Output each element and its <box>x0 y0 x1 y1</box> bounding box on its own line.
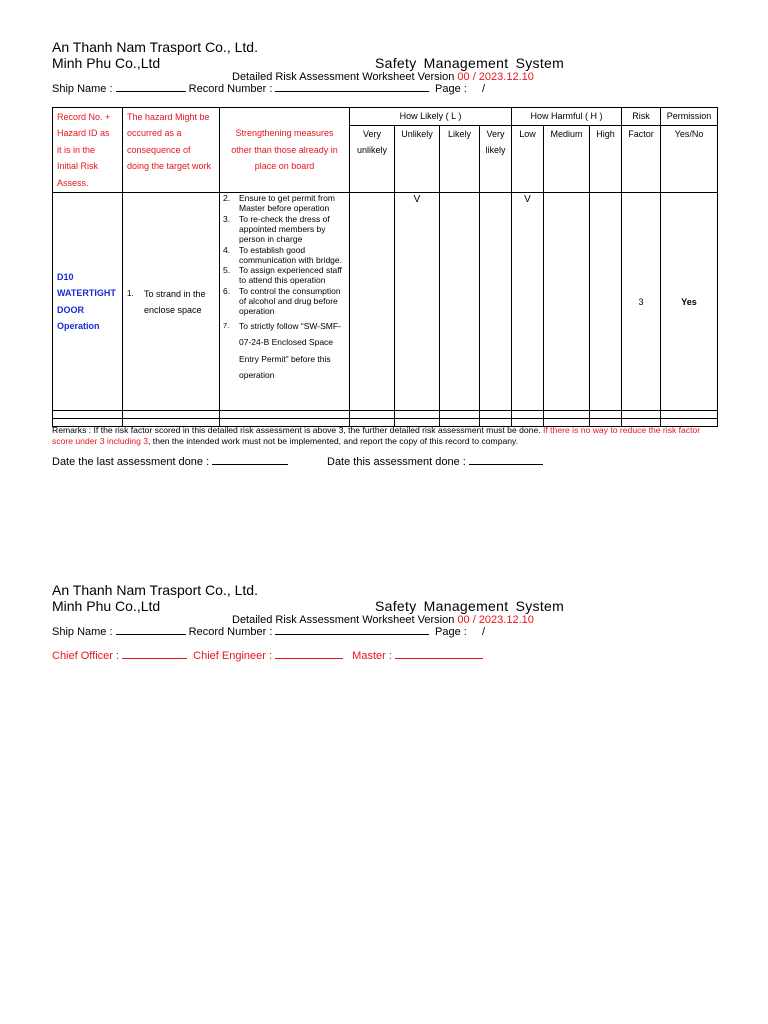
header-unlikely: Unlikely <box>395 125 440 192</box>
chief-officer-label: Chief Officer : <box>52 650 123 662</box>
measure-item <box>223 265 345 286</box>
page-slash-bottom: / <box>482 626 486 638</box>
measure-text: To control the consumption of alcohol and drug before operation <box>239 285 341 317</box>
hazard-cell: 1. To strand in the enclose space <box>123 193 220 411</box>
chief-engineer-label: Chief Engineer : <box>193 650 276 662</box>
master-field[interactable] <box>395 658 483 659</box>
measure-item <box>223 318 345 384</box>
header-very-unlikely: Very unlikely <box>350 125 395 192</box>
system-title-bottom: Safety Management System <box>375 598 565 614</box>
high-cell <box>590 193 622 411</box>
version-number-bottom: 00 / 2023.12.10 <box>457 614 534 626</box>
header-likely: Likely <box>440 125 480 192</box>
record-id-cell: D10 WATERTIGHT DOOR Operation <box>53 193 123 411</box>
very-likely-cell <box>480 193 512 411</box>
master-label: Master : <box>352 650 395 662</box>
system-title: Safety Management System <box>375 55 565 71</box>
likely-cell <box>440 193 480 411</box>
worksheet-label-bottom: Detailed Risk Assessment Worksheet Version <box>232 614 458 626</box>
ship-name-row-bottom <box>52 626 429 638</box>
worksheet-title <box>232 71 534 83</box>
header-factor: Factor <box>622 125 661 192</box>
measure-number: 5. <box>223 265 231 276</box>
ship-name-row <box>52 83 429 95</box>
company-name-2-bottom: Minh Phu Co.,Ltd <box>52 598 161 614</box>
header-high: High <box>590 125 622 192</box>
header-how-likely: How Likely ( L ) <box>350 108 512 126</box>
header-hazard: The hazard Might be occurred as a consequence of doing the target work <box>123 108 220 193</box>
ship-name-field[interactable] <box>116 91 186 92</box>
chief-officer-field[interactable] <box>122 658 187 659</box>
measure-text: Ensure to get permit from Master before operation <box>239 193 335 214</box>
worksheet-label: Detailed Risk Assessment Worksheet Version <box>232 71 458 83</box>
measure-text: To assign experienced staff to attend this operation <box>239 265 342 286</box>
remarks-warning: If there is no way to reduce the risk factor score under 3 including 3 <box>52 425 701 446</box>
measure-item <box>223 286 345 317</box>
page-label: Page : <box>435 83 467 95</box>
measure-number: 4. <box>223 244 231 255</box>
header-medium: Medium <box>544 125 590 192</box>
last-assessment-field[interactable] <box>212 464 288 465</box>
company-name-1: An Thanh Nam Trasport Co., Ltd. <box>52 39 258 55</box>
empty-row <box>53 411 718 419</box>
company-name-1-bottom: An Thanh Nam Trasport Co., Ltd. <box>52 582 258 598</box>
measure-number: 6. <box>223 285 231 296</box>
header-yes-no: Yes/No <box>661 125 718 192</box>
measure-item <box>223 245 345 266</box>
worksheet-title-bottom <box>232 614 534 626</box>
record-number-field[interactable] <box>275 91 429 92</box>
table-row <box>53 193 718 411</box>
remarks-text: Remarks : If the risk factor scored in this detailed risk assessment is above 3, the further detailed risk assessment must be done. <box>52 425 544 435</box>
unlikely-mark: V <box>395 193 440 411</box>
very-unlikely-cell <box>350 193 395 411</box>
last-assessment-label: Date the last assessment done : <box>52 456 213 468</box>
remarks-text-end: , then the intended work must not be implemented, and report the copy of this record to company. <box>148 435 519 446</box>
chief-engineer-field[interactable] <box>275 658 343 659</box>
header-very-likely: Very likely <box>480 125 512 192</box>
measure-number: 7. <box>223 320 230 330</box>
risk-factor-value: 3 <box>622 193 661 411</box>
low-mark: V <box>512 193 544 411</box>
measures-cell <box>220 193 350 411</box>
header-risk: Risk <box>622 108 661 126</box>
header-how-harmful: How Harmful ( H ) <box>512 108 622 126</box>
company-name-2: Minh Phu Co.,Ltd <box>52 55 161 71</box>
measure-item <box>223 214 345 245</box>
remarks <box>52 425 720 446</box>
risk-assessment-table <box>52 107 718 427</box>
measure-item <box>223 193 345 214</box>
permission-value: Yes <box>661 193 718 411</box>
header-record-no: Record No. + Hazard ID as it is in the Initial Risk Assess. <box>53 108 123 193</box>
medium-cell <box>544 193 590 411</box>
this-assessment-date <box>327 456 543 468</box>
this-assessment-field[interactable] <box>469 464 543 465</box>
record-number-label: Record Number : <box>188 83 276 95</box>
page-label-bottom: Page : <box>435 626 467 638</box>
page-slash: / <box>482 83 486 95</box>
hazard-number: 1. <box>127 288 134 298</box>
ship-name-label-bottom: Ship Name : <box>52 626 116 638</box>
version-number: 00 / 2023.12.10 <box>457 71 534 83</box>
ship-name-label: Ship Name : <box>52 83 116 95</box>
header-low: Low <box>512 125 544 192</box>
measure-text: To strictly follow “SW-SMF-07-24-B Enclosed Space Entry Permit” before this operation <box>239 320 341 381</box>
measure-number: 2. <box>223 193 231 204</box>
measure-number: 3. <box>223 213 231 224</box>
signature-row <box>52 650 483 662</box>
record-number-label-bottom: Record Number : <box>188 626 276 638</box>
measure-text: To establish good communication with bridge. <box>239 244 342 265</box>
last-assessment-date <box>52 456 288 468</box>
header-permission: Permission <box>661 108 718 126</box>
this-assessment-label: Date this assessment done : <box>327 456 469 468</box>
header-strengthening: Strengthening measures other than those already in place on board <box>220 108 350 193</box>
measure-text: To re-check the dress of appointed members by person in charge <box>239 213 330 245</box>
record-number-field-bottom[interactable] <box>275 634 429 635</box>
measures-list <box>223 193 345 384</box>
ship-name-field-bottom[interactable] <box>116 634 186 635</box>
